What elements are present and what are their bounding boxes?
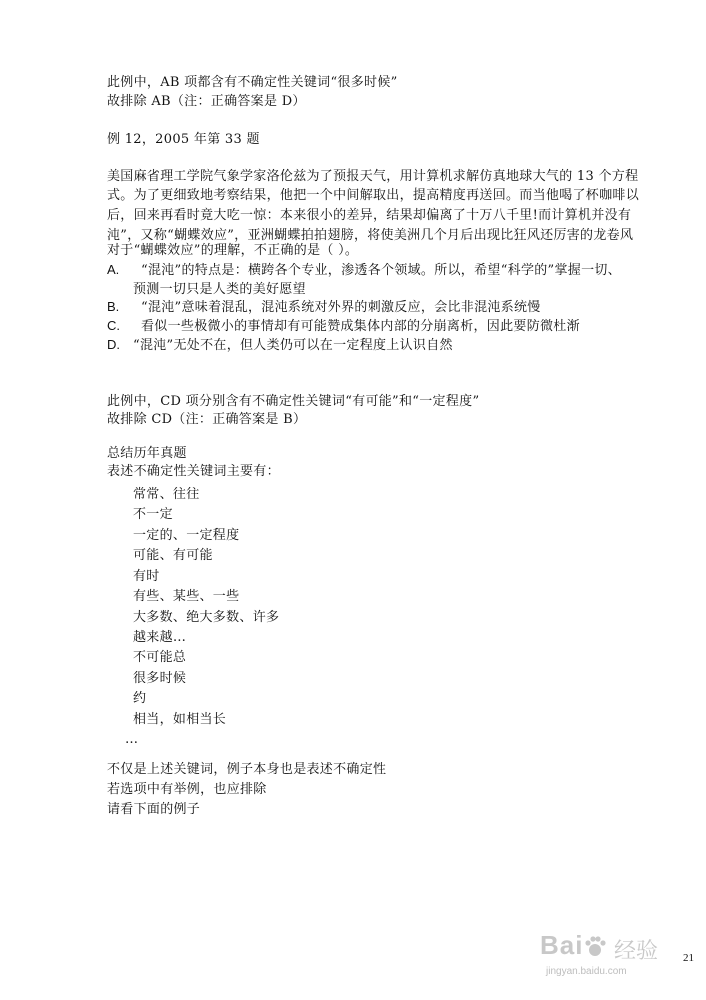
option-b-text: “混沌”意味着混乱，混沌系统对外界的刺激反应，会比非混沌系统慢	[141, 300, 541, 315]
question-line-4: 沌”，又称“蝴蝶效应”，亚洲蝴蝶拍拍翅膀，将使美洲几个月后出现比狂风还厉害的龙卷风	[107, 228, 634, 243]
question-line-2: 式。为了更细致地考察结果，他把一个中间解取出，提高精度再送回。而当他喝了杯咖啡以	[107, 188, 640, 203]
option-d-letter: D.	[107, 337, 120, 352]
paw-icon	[584, 936, 606, 958]
keyword-item: 约	[133, 691, 147, 706]
watermark-jingyan-text: 经验	[614, 939, 659, 964]
baidu-jingyan-watermark	[540, 930, 690, 990]
option-c-text: 看似一些极微小的事情却有可能赞成集体内部的分崩离析，因此要防微杜渐	[141, 319, 580, 334]
summary-heading: 总结历年真题	[107, 446, 187, 461]
keyword-item: 越来越…	[133, 630, 187, 645]
keyword-item: 很多时候	[133, 671, 187, 686]
question-line-1: 美国麻省理工学院气象学家洛伦兹为了预报天气，用计算机求解仿真地球大气的 13 个方程	[107, 169, 639, 184]
option-a-text-cont: 预测一切只是人类的美好愿望	[133, 282, 306, 297]
option-c-letter: C.	[107, 318, 120, 333]
page-number: 21	[683, 952, 694, 964]
keyword-item: 不可能总	[133, 650, 187, 665]
closing-line-2: 若选项中有举例，也应排除	[107, 782, 267, 797]
keyword-item: 相当，如相当长	[133, 712, 227, 727]
question-line-5: 对于“蝴蝶效应”的理解，不正确的是（ ）。	[107, 243, 359, 258]
analysis-line-1: 此例中，AB 项都含有不确定性关键词“很多时候”	[107, 75, 398, 90]
option-b-letter: B.	[107, 299, 120, 314]
question-line-3: 后，回来再看时竟大吃一惊：本来很小的差异，结果却偏离了十万八千里!而计算机并没有	[107, 208, 632, 223]
watermark-url: jingyan.baidu.com	[546, 966, 627, 977]
example-heading: 例 12，2005 年第 33 题	[107, 132, 260, 147]
keyword-item: 常常、往往	[133, 487, 200, 502]
option-a-letter: A.	[107, 262, 120, 277]
watermark-logo-text: Bai	[540, 930, 584, 960]
analysis-line-2: 故排除 AB（注：正确答案是 D）	[107, 94, 306, 109]
keyword-item: 有时	[133, 569, 160, 584]
closing-line-3: 请看下面的例子	[107, 802, 201, 817]
keyword-item: 不一定	[133, 507, 173, 522]
option-d-text: “混沌”无处不在，但人类仍可以在一定程度上认识自然	[133, 338, 453, 353]
keyword-item: 有些、某些、一些	[133, 589, 240, 604]
summary-intro: 表述不确定性关键词主要有：	[107, 464, 280, 479]
analysis-cd-line-1: 此例中，CD 项分别含有不确定性关键词“有可能”和“一定程度”	[107, 394, 480, 409]
analysis-cd-line-2: 故排除 CD（注：正确答案是 B）	[107, 412, 307, 427]
keyword-item: 可能、有可能	[133, 548, 213, 563]
keyword-item: 一定的、一定程度	[133, 528, 240, 543]
keyword-item: …	[125, 732, 139, 747]
option-a-text: “混沌”的特点是：横跨各个专业，渗透各个领域。所以，希望“科学的”掌握一切、	[141, 263, 621, 278]
keyword-item: 大多数、绝大多数、许多	[133, 610, 280, 625]
closing-line-1: 不仅是上述关键词，例子本身也是表述不确定性	[107, 762, 387, 777]
